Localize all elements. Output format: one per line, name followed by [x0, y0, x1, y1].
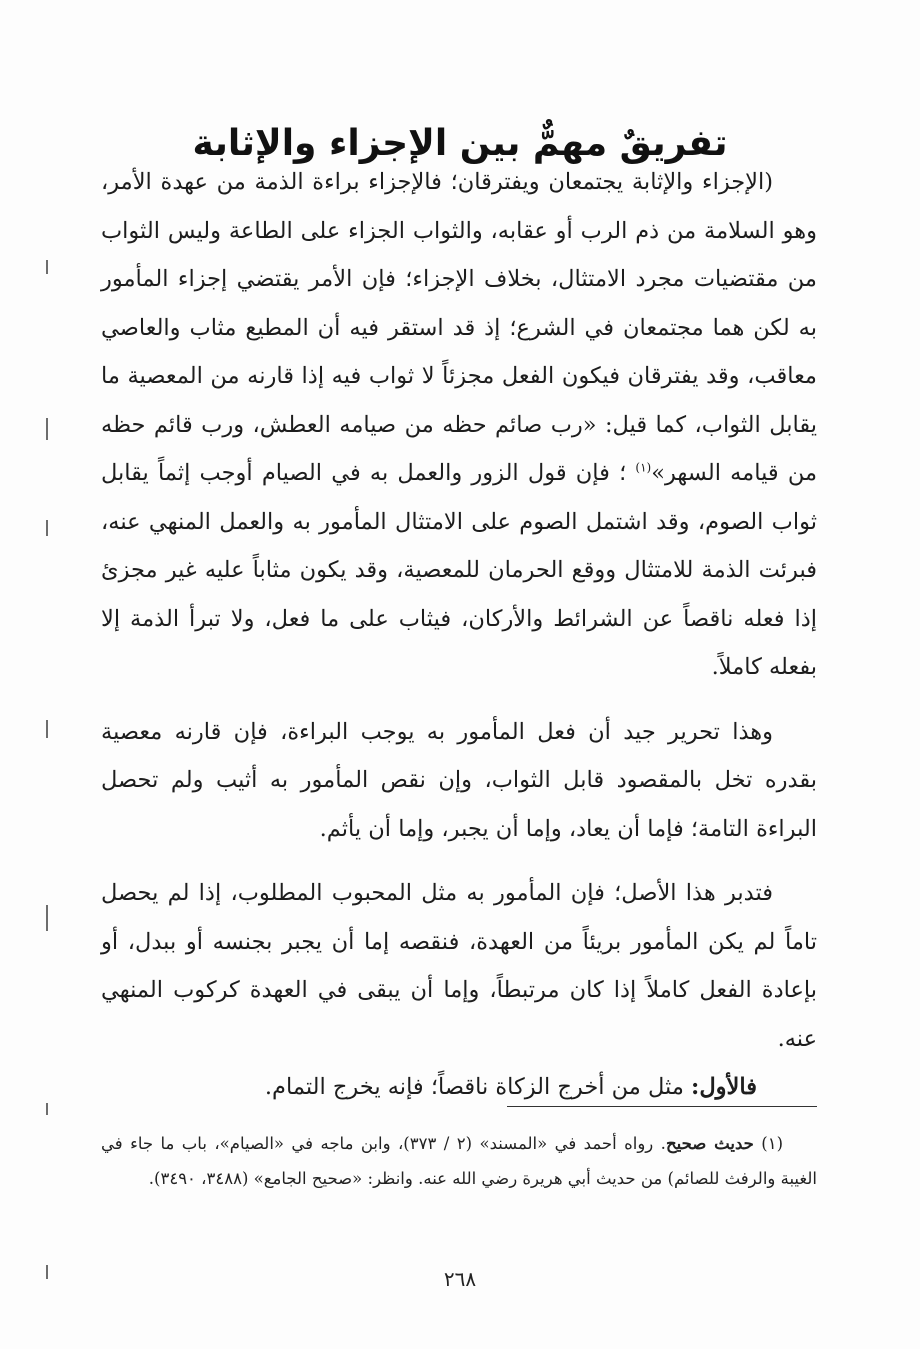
footnotes	[101, 1126, 817, 1196]
footnote-label: حديث صحيح	[665, 1134, 754, 1153]
point-text: مثل من أخرج الزكاة ناقصاً؛ فإنه يخرج التمام.	[264, 1074, 692, 1100]
body-text	[101, 158, 817, 1112]
footnote-reference: (١)	[635, 460, 652, 475]
scan-mark	[46, 905, 48, 931]
paragraph-1	[101, 158, 817, 692]
scan-mark	[46, 520, 48, 536]
scan-mark	[46, 418, 48, 440]
paragraph-2: وهذا تحرير جيد أن فعل المأمور به يوجب البراءة، فإن قارنه معصية بقدره تخل بالمقصود قابل الثواب، وإن نقص المأمور به أثيب ولم تحصل البراءة التامة؛ فإما أن يعاد، وإما أن يجبر، وإما أن يأثم.	[101, 718, 817, 842]
footnote-1	[101, 1126, 817, 1196]
page-number: ٢٦٨	[443, 1267, 477, 1291]
paragraph-1-continuation: ؛ فإن قول الزور والعمل به في الصيام أوجب إثماً يقابل ثواب الصوم، وقد اشتمل الصوم على الامتثال المأمور به والعمل المنهي عنه، فبرئت الذمة للامتثال ووقع الحرمان للمعصية، وقد يكون مثاباً عليه غير مجزئ إذا فعله ناقصاً عن الشرائط والأركان، فيثاب على ما فعل، ولا تبرأ الذمة إلا بفعله كاملاً.	[101, 460, 817, 680]
paragraph-1-text: (الإجزاء والإثابة يجتمعان ويفترقان؛ فالإجزاء براءة الذمة من عهدة الأمر، وهو السلامة من ذم الرب أو عقابه، والثواب الجزاء على الطاعة وليس الثواب من مقتضيات مجرد الامتثال، بخلاف الإجزاء؛ فإن الأمر يقتضي إجزاء المأمور به لكن هما مجتمعان في الشرع؛ إذ قد استقر فيه أن المطيع مثاب والعاصي معاقب، وقد يفترقان فيكون الفعل مجزئاً لا ثواب فيه إذا قارنه من المعصية ما يقابل الثواب، كما قيل: «رب صائم حظه من صيامه العطش، ورب قائم حظه من قيامه السهر»	[101, 169, 817, 486]
scan-mark	[46, 260, 48, 274]
footnote-divider	[507, 1106, 817, 1107]
page-title: تفريقٌ مهمٌّ بين الإجزاء والإثابة	[192, 123, 728, 165]
paragraph-4	[101, 1063, 817, 1112]
point-lead: فالأول:	[691, 1074, 757, 1100]
scan-mark	[46, 1103, 48, 1115]
scan-mark	[46, 720, 48, 738]
footnote-marker: (١)	[761, 1134, 783, 1153]
paragraph-3: فتدبر هذا الأصل؛ فإن المأمور به مثل المحبوب المطلوب، إذا لم يحصل تاماً لم يكن المأمور بريئاً من العهدة، فنقصه إما أن يجبر بجنسه أو ببدل، أو بإعادة الفعل كاملاً إذا كان مرتبطاً، وإما أن يبقى في العهدة كركوب المنهي عنه.	[101, 880, 817, 1052]
footnote-text: . رواه أحمد في «المسند» (٢ / ٣٧٣)، وابن ماجه في «الصيام»، باب ما جاء في الغيبة والرفث للصائم) من حديث أبي هريرة رضي الله عنه. وانظر: «صحيح الجامع» (٣٤٨٨، ٣٤٩٠).	[101, 1134, 817, 1188]
